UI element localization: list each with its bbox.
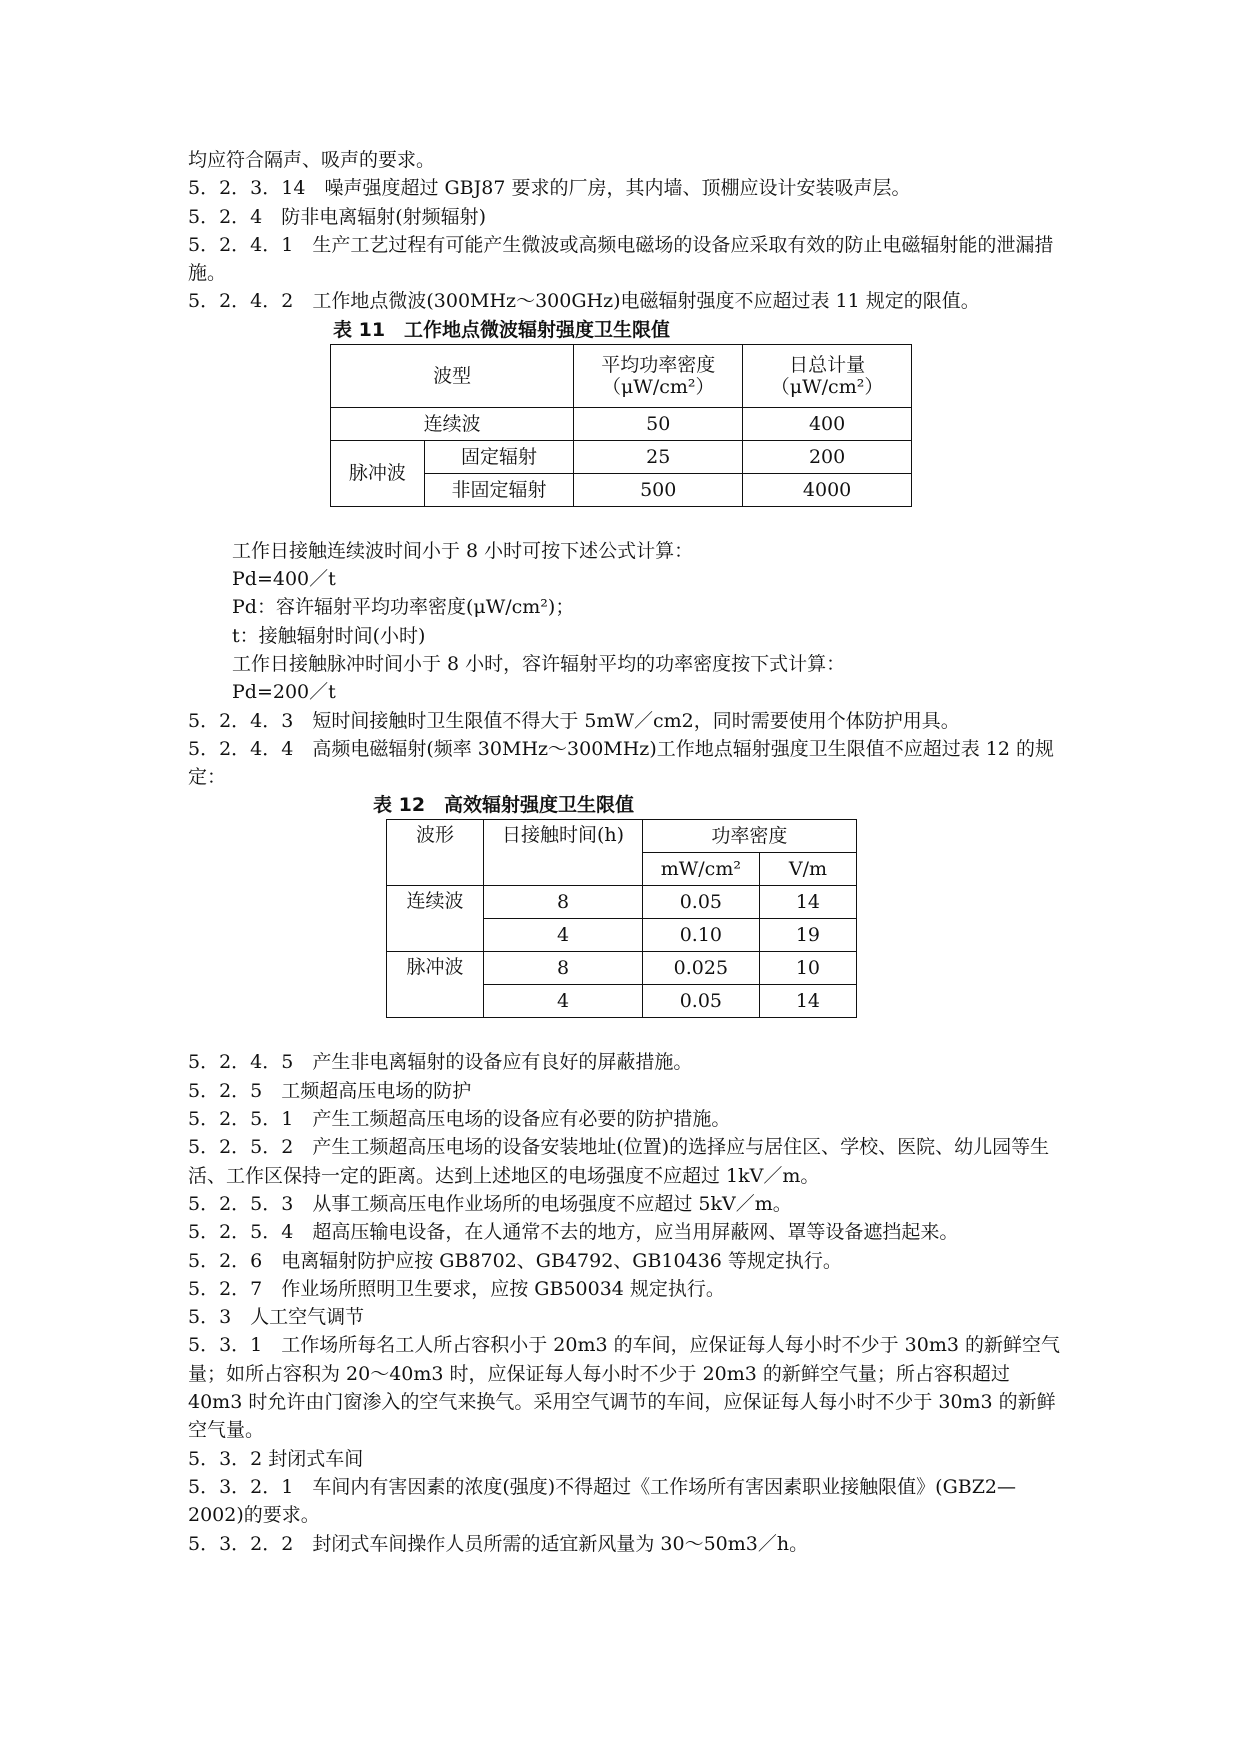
- table12-cell: 8: [484, 952, 643, 985]
- table12-header-hours: 日接触时间(h): [484, 820, 643, 886]
- table12-cell: 0.10: [642, 919, 759, 952]
- paragraph: 5．2．7 作业场所照明卫生要求，应按 GB50034 规定执行。: [188, 1277, 725, 1300]
- paragraph: 5．2．4．2 工作地点微波(300MHz～300GHz)电磁辐射强度不应超过表 11 规定的限值。: [188, 290, 980, 313]
- table11-header-power: [574, 344, 743, 407]
- paragraph: 5．2．4．4 高频电磁辐射(频率 30MHz～300MHz)工作地点辐射强度卫生限值不应超过表 12 的规定：: [188, 737, 1054, 789]
- table12-cell: 14: [759, 886, 856, 919]
- formula: Pd=400／t: [232, 568, 336, 591]
- table12-cell-continuous: 连续波: [387, 886, 484, 952]
- table11-caption: 表 11 工作地点微波辐射强度卫生限值: [333, 318, 671, 341]
- paragraph: 5．2．5．1 产生工频超高压电场的设备应有必要的防护措施。: [188, 1108, 731, 1131]
- paragraph: 均应符合隔声、吸声的要求。: [188, 149, 436, 171]
- table11-cell: 4000: [743, 473, 912, 506]
- paragraph: 工作日接触连续波时间小于 8 小时可按下述公式计算：: [232, 539, 694, 562]
- table12-caption: 表 12 高效辐射强度卫生限值: [373, 794, 635, 817]
- table11-cell-fixed: 固定辐射: [424, 440, 574, 473]
- paragraph: 5．2．5．3 从事工频高压电作业场所的电场强度不应超过 5kV／m。: [188, 1192, 792, 1215]
- paragraph: 5．2．4．1 生产工艺过程有可能产生微波或高频电磁场的设备应采取有效的防止电磁辐射能的泄漏措施。: [188, 233, 1054, 285]
- table12-cell: 4: [484, 919, 643, 952]
- table11-cell: 25: [574, 440, 743, 473]
- paragraph: 5．3．1 工作场所每名工人所占容积小于 20m3 的车间，应保证每人每小时不少于 30m3 的新鲜空气量；如所占容积为 20～40m3 时，应保证每人每小时不少于 20m3 的新鲜空气量；所占容积超过 40m3 时允许由门窗渗入的空气来换气。采用空气调节的车间，应保证每人每小时不少于 30m3 的新鲜空气量。: [188, 1334, 1060, 1442]
- table12-cell: 10: [759, 952, 856, 985]
- paragraph: 5．3．2．2 封闭式车间操作人员所需的适宜新风量为 30～50m3／h。: [188, 1532, 809, 1555]
- table11-header-wave: 波型: [331, 344, 574, 407]
- paragraph: 5．2．4．3 短时间接触时卫生限值不得大于 5mW／cm2，同时需要使用个体防护用具。: [188, 709, 960, 732]
- paragraph: 5．3．2．1 车间内有害因素的浓度(强度)不得超过《工作场所有害因素职业接触限值》(GBZ2—2002)的要求。: [188, 1475, 1017, 1527]
- document-body: [188, 146, 1068, 1558]
- formula: Pd=200／t: [232, 681, 336, 704]
- table11-header-power-unit: （μW/cm²）: [601, 375, 715, 398]
- section-heading: 5．3．2 封闭式车间: [188, 1447, 364, 1470]
- table12-cell: 0.05: [642, 985, 759, 1018]
- table11-cell: 200: [743, 440, 912, 473]
- table12-cell: 0.025: [642, 952, 759, 985]
- section-heading: 5．2．4 防非电离辐射(射频辐射): [188, 205, 487, 228]
- paragraph: 5．2．5．4 超高压输电设备，在人通常不去的地方，应当用屏蔽网、罩等设备遮挡起来。: [188, 1221, 959, 1244]
- section-heading: 5．2．5 工频超高压电场的防护: [188, 1079, 472, 1102]
- table12-cell-pulse: 脉冲波: [387, 952, 484, 1018]
- table12-cell: 19: [759, 919, 856, 952]
- table11-header-daily: [743, 344, 912, 407]
- paragraph: 5．2．6 电离辐射防护应按 GB8702、GB4792、GB10436 等规定执行。: [188, 1249, 842, 1272]
- table12-header-power: 功率密度: [642, 820, 856, 853]
- paragraph: 5．2．5．2 产生工频超高压电场的设备安装地址(位置)的选择应与居住区、学校、医院、幼儿园等生活、工作区保持一定的距离。达到上述地区的电场强度不应超过 1kV／m。: [188, 1136, 1050, 1187]
- table12-cell: 14: [759, 985, 856, 1018]
- paragraph: 5．2．4．5 产生非电离辐射的设备应有良好的屏蔽措施。: [188, 1051, 693, 1074]
- table11-cell-nonfixed: 非固定辐射: [424, 473, 574, 506]
- paragraph: 工作日接触脉冲时间小于 8 小时，容许辐射平均的功率密度按下式计算：: [232, 652, 846, 675]
- table-11: [330, 344, 912, 507]
- table11-cell: 400: [743, 407, 912, 440]
- paragraph: t：接触辐射时间(小时): [232, 624, 426, 647]
- table11-cell: 500: [574, 473, 743, 506]
- table12-header-unit-vm: V/m: [759, 853, 856, 886]
- table12-header-wave: 波形: [387, 820, 484, 886]
- table11-header-power-label: 平均功率密度: [601, 353, 716, 376]
- table12-header-unit-mw: mW/cm²: [642, 853, 759, 886]
- table-12: [386, 819, 857, 1018]
- paragraph: Pd：容许辐射平均功率密度(μW/cm²)；: [232, 596, 575, 619]
- table12-cell: 0.05: [642, 886, 759, 919]
- table11-cell-pulse: 脉冲波: [331, 440, 425, 506]
- table11-cell-continuous: 连续波: [331, 407, 574, 440]
- section-heading: 5．3 人工空气调节: [188, 1306, 365, 1329]
- table11-header-daily-unit: （μW/cm²）: [770, 375, 884, 398]
- paragraph: 5．2．3．14 噪声强度超过 GBJ87 要求的厂房，其内墙、顶棚应设计安装吸声层。: [188, 177, 911, 200]
- table12-cell: 4: [484, 985, 643, 1018]
- table11-cell: 50: [574, 407, 743, 440]
- table11-header-daily-label: 日总计量: [789, 353, 866, 376]
- table12-cell: 8: [484, 886, 643, 919]
